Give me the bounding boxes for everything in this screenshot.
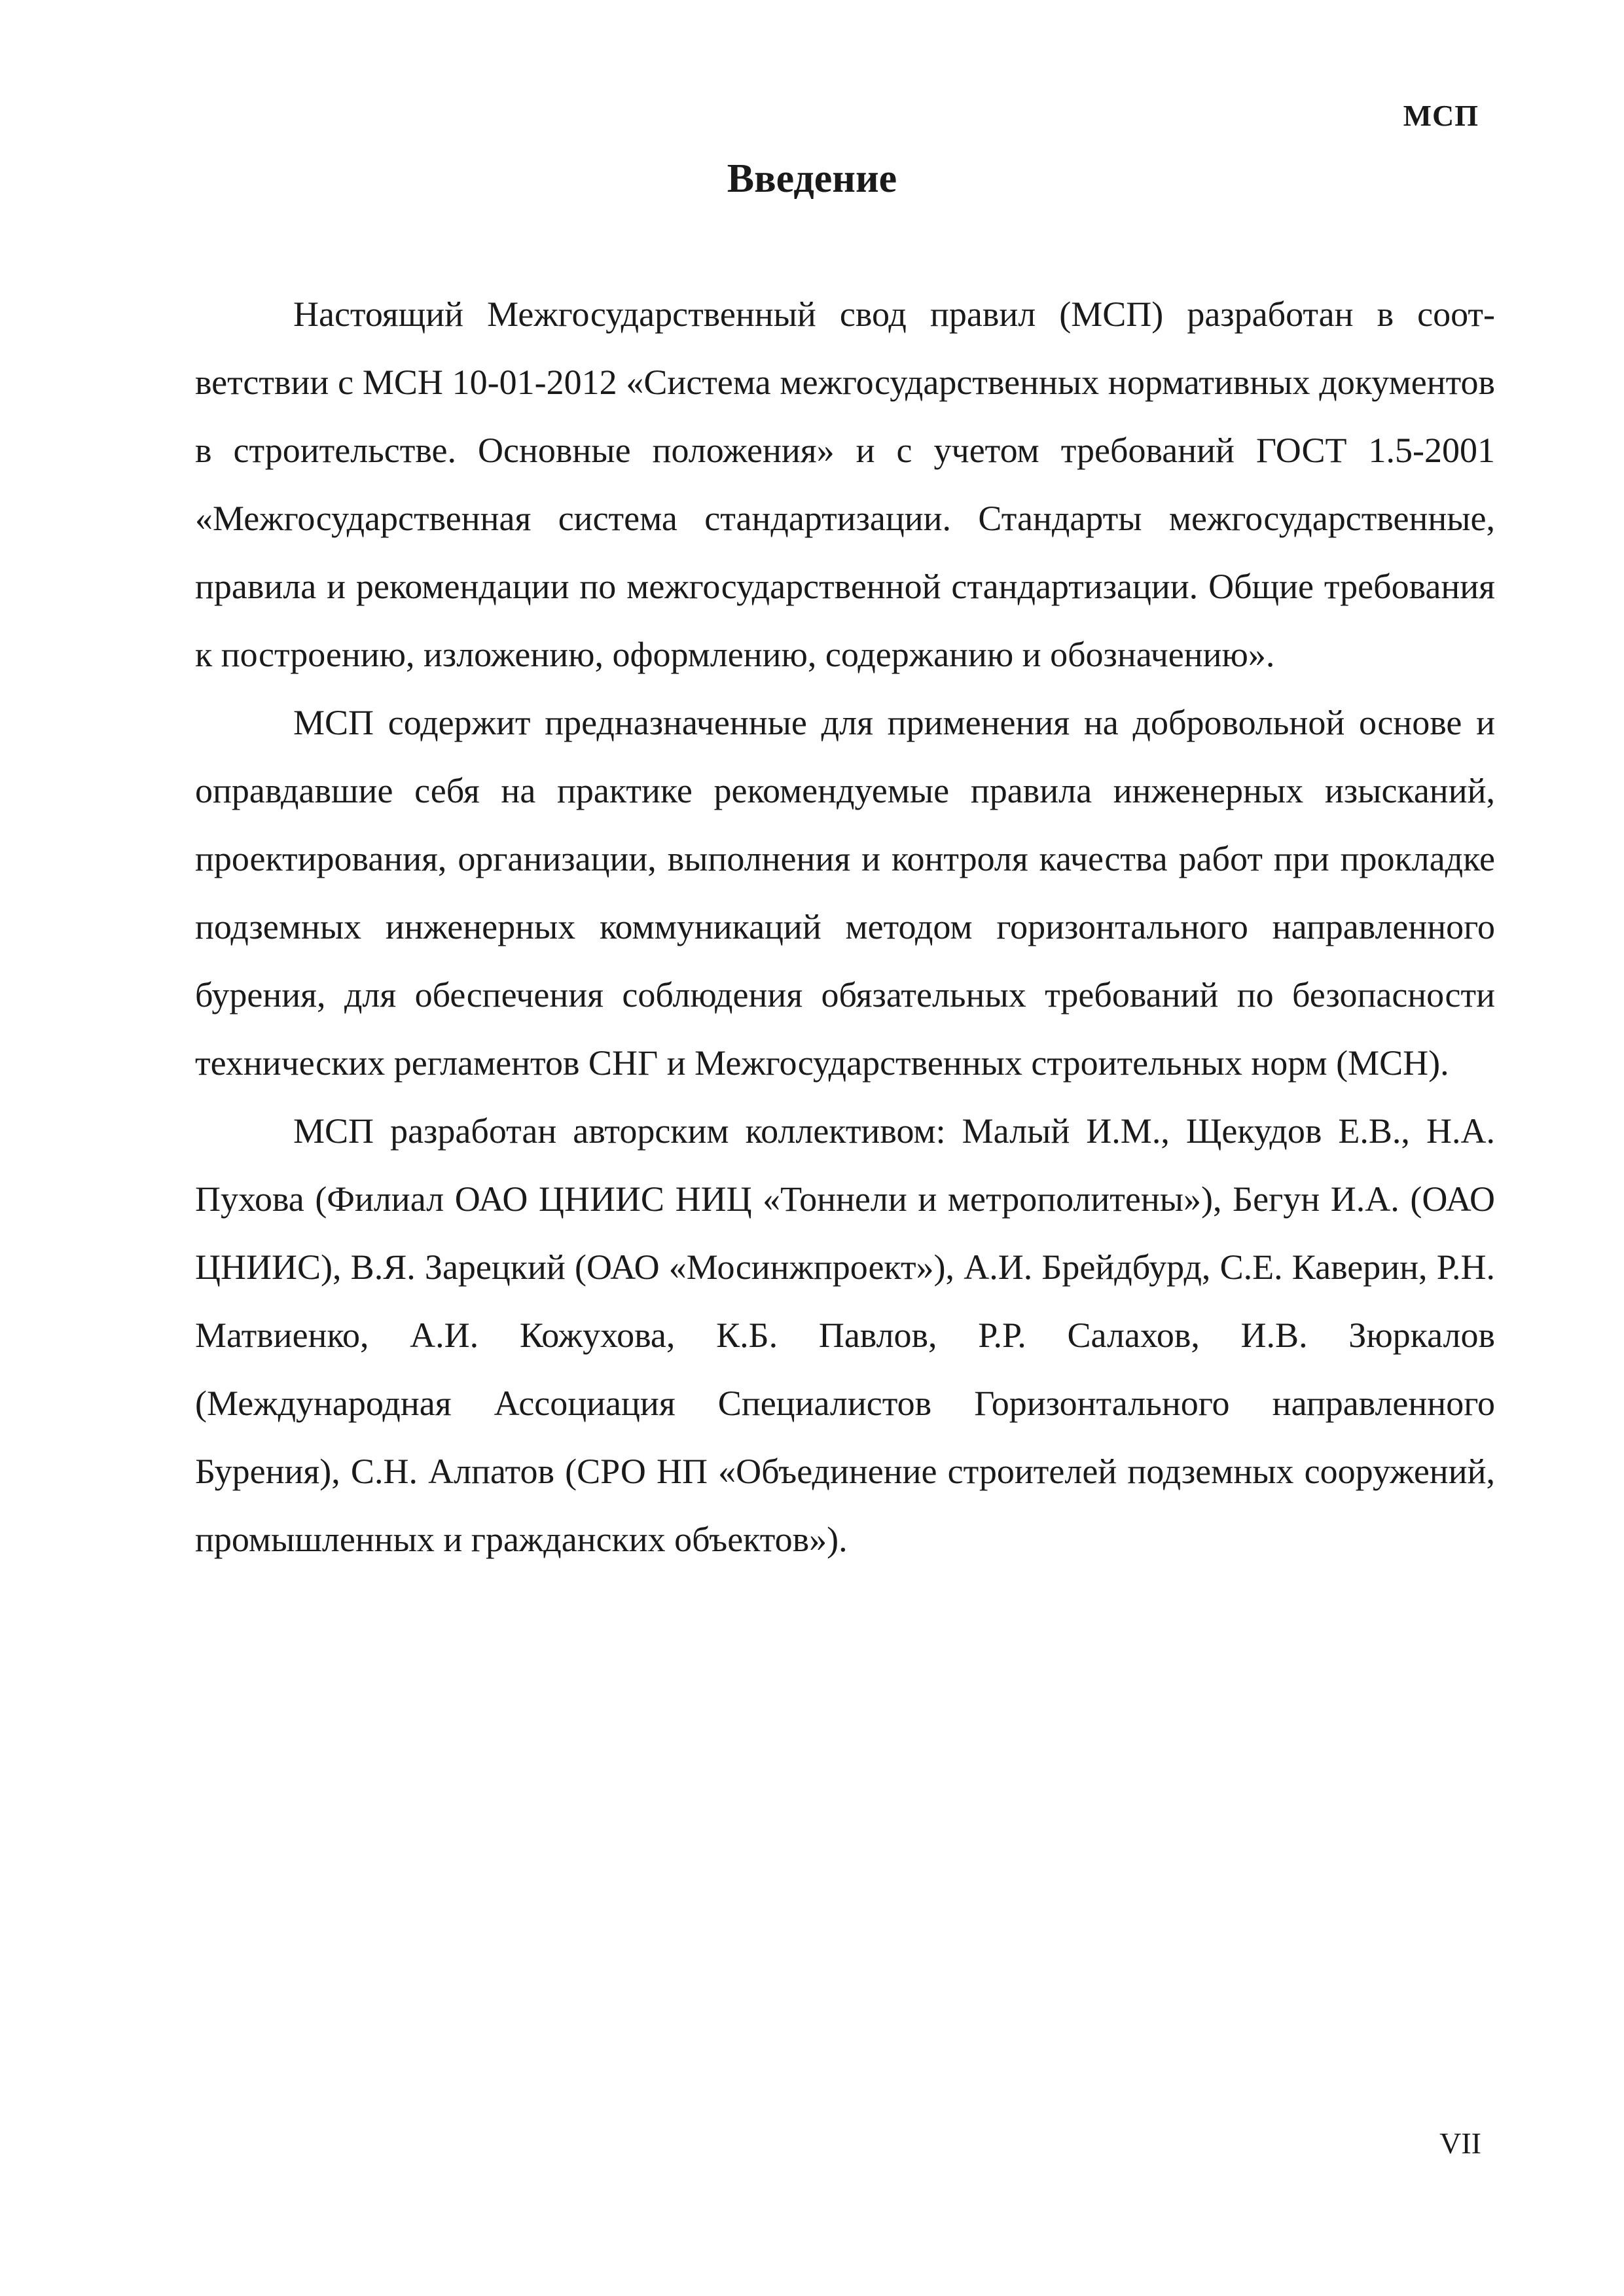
document-code-header: МСП (1403, 99, 1479, 132)
paragraph-intro: Настоящий Межгосударственный свод правил (МСП) разработан в соответствии с МСН 10-01-2012 «Система межгосударственных нормативных документов в строительстве. Основные положения» и с учетом требований ГОСТ 1.5-2001 «Межгосударственная система стандартизации. Стандарты межгосударственные, правила и рекомендации по межгосударственной стандартизации. Общие требования к построению, изложению, оформлению, содержанию и обозначению». (195, 295, 1495, 674)
body-text (195, 280, 1495, 1573)
paragraph-scope: МСП содержит предназначенные для применения на добровольной основе и оправдавшие себя на практике рекомендуемые правила инженерных изысканий, проектирования, организации, выполнения и контроля качества работ при прокладке подземных инженерных коммуникаций методом горизонтального направленного бурения, для обеспечения соблюдения обязательных требований по безопасности технических регламентов СНГ и Межгосударственных строительных норм (МСН). (195, 703, 1495, 1083)
page-number: VII (1439, 2126, 1481, 2160)
paragraph-authors: МСП разработан авторским коллективом: Малый И.М., Щекудов Е.В., Н.А. Пухова (Филиал ОАО ЦНИИС НИЦ «Тоннели и метрополитены»), Бегун И.А. (ОАО ЦНИИС), В.Я. Зарецкий (ОАО «Мосинжпроект»), А.И. Брейдбурд, С.Е. Каверин, Р.Н. Матвиенко, А.И. Кожухова, К.Б. Павлов, Р.Р. Салахов, И.В. Зюркалов (Международная Ассоциация Специалистов Горизонтального направленного Бурения), С.Н. Алпатов (СРО НП «Объединение строителей подземных сооружений, промышленных и гражданских объектов»). (195, 1111, 1495, 1559)
page-title: Введение (727, 156, 897, 201)
